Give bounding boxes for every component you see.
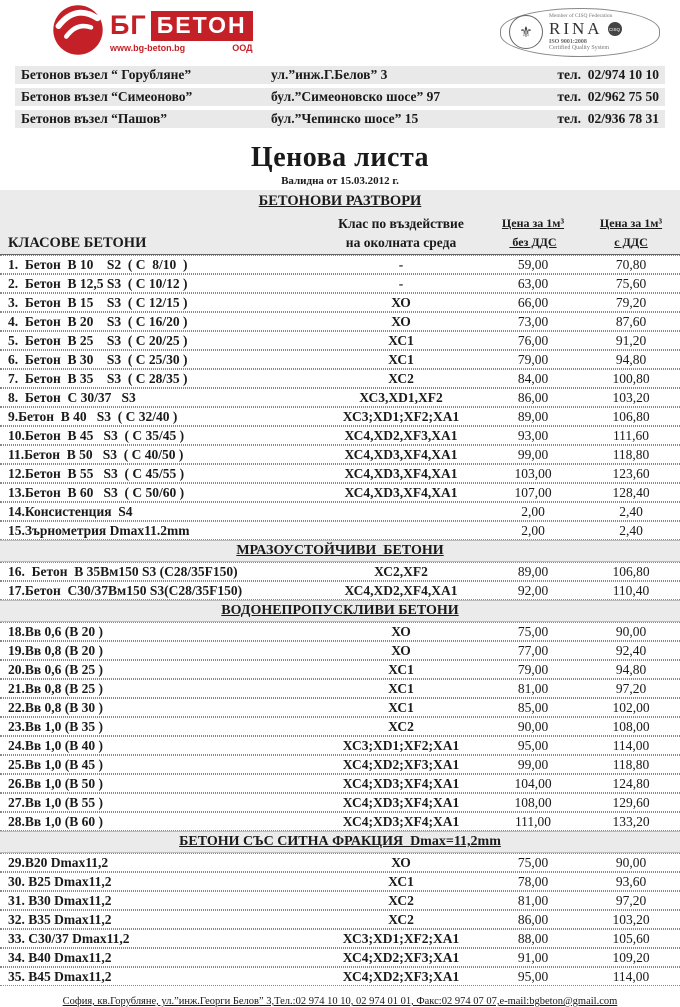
location-address: ул.”инж.Г.Белов” 3	[271, 67, 388, 82]
row-price-vat: 114,00	[612, 968, 650, 984]
row-label: 33. С30/37 Dmax11,2	[8, 930, 130, 946]
row-label: 35. В45 Dmax11,2	[8, 968, 112, 984]
cert-rina-name: RINA	[549, 19, 603, 38]
row-price-vat: 124,80	[612, 775, 650, 791]
row-class: ХО	[391, 294, 411, 310]
row-price-no-vat: 93,00	[517, 427, 549, 443]
row-price-vat: 79,20	[615, 294, 647, 310]
table-column-headers	[0, 214, 680, 254]
row-price-no-vat: 59,00	[517, 256, 549, 272]
section-heading-text: БЕТОНИ СЪС СИТНА ФРАКЦИЯ Dmax=11,2mm	[179, 834, 501, 849]
col-header-price-no-vat-line1: Цена за 1м³	[501, 216, 565, 230]
row-label: 7. Бетон В 35 S3 ( С 28/35 )	[8, 370, 188, 386]
row-class: ХО	[391, 623, 411, 639]
table-row	[0, 660, 680, 679]
table-row	[0, 910, 680, 929]
row-price-vat: 106,80	[612, 408, 650, 424]
row-price-vat: 114,00	[612, 737, 650, 753]
cert-rina-row	[549, 19, 651, 39]
col-header-exposure-line2: на околната среда	[345, 235, 457, 250]
logo-brand-beton: БЕТОН	[151, 11, 253, 41]
row-price-vat: 111,60	[612, 427, 650, 443]
row-class: ХС1	[388, 332, 414, 348]
row-price-no-vat: 79,00	[517, 351, 549, 367]
row-price-vat: 100,80	[612, 370, 650, 386]
table-row	[0, 698, 680, 717]
row-class: ХС4;ХD2;ХF3;ХА1	[342, 968, 460, 984]
row-price-vat: 70,80	[615, 256, 647, 272]
section-heading-band	[0, 540, 680, 562]
section-heading-band	[0, 831, 680, 853]
col-header-exposure-line1: Клас по въздействие	[338, 216, 464, 231]
cert-iso-text: ISO 9001:2008	[549, 39, 587, 45]
row-price-vat: 92,40	[615, 642, 647, 658]
row-label: 26.Вв 1,0 (В 50 )	[8, 775, 104, 791]
row-label: 30. В25 Dmax11,2	[8, 873, 112, 889]
price-table-body	[0, 255, 680, 986]
location-phone: тел. 02/936 78 31	[557, 111, 659, 126]
row-price-no-vat: 99,00	[517, 446, 549, 462]
footer-contact-line: София, кв.Горубляне, ул.”инж.Георги Белов” 3,Тел.:02 974 10 10, 02 974 01 01, Факс:02 974 07 07,e-mail:bgbeton@gmail.com	[62, 996, 618, 1007]
section-heading-band	[0, 600, 680, 622]
row-class: ХС3;ХD1;ХF2;ХА1	[342, 930, 460, 946]
row-price-vat: 97,20	[615, 680, 647, 696]
row-label: 11.Бетон В 50 S3 ( С 40/50 )	[8, 446, 184, 462]
logo-website: www.bg-beton.bg	[110, 43, 186, 53]
location-row	[15, 88, 665, 106]
row-price-vat: 128,40	[612, 484, 650, 500]
col-header-exposure	[318, 214, 484, 252]
col-header-price-vat	[582, 214, 680, 252]
table-row	[0, 622, 680, 641]
certification-text	[549, 13, 651, 51]
table-header-band	[0, 190, 680, 255]
row-price-no-vat: 103,00	[514, 465, 552, 481]
location-address: бул.”Чепинско шосе” 15	[271, 111, 419, 126]
table-row	[0, 521, 680, 540]
row-label: 5. Бетон В 25 S3 ( С 20/25 )	[8, 332, 188, 348]
row-class: ХС2,ХF2	[374, 563, 428, 579]
row-price-vat: 97,20	[615, 892, 647, 908]
row-class: ХС4,ХD2,ХF3,ХА1	[344, 427, 458, 443]
company-logo	[52, 4, 253, 56]
row-price-vat: 91,20	[615, 332, 647, 348]
row-label: 24.Вв 1,0 (В 40 )	[8, 737, 104, 753]
table-row	[0, 774, 680, 793]
row-price-no-vat: 95,00	[517, 737, 549, 753]
table-row	[0, 502, 680, 521]
row-class: ХО	[391, 854, 411, 870]
logo-swirl-icon	[52, 4, 104, 56]
row-price-no-vat: 86,00	[517, 389, 549, 405]
row-class: -	[398, 256, 404, 272]
cert-member-text: Member of CISQ Federation	[549, 13, 613, 19]
table-row	[0, 967, 680, 986]
row-price-vat: 94,80	[615, 351, 647, 367]
valid-from-text: Валидна от 15.03.2012 г.	[281, 175, 399, 187]
location-row	[15, 110, 665, 128]
table-row	[0, 853, 680, 872]
row-price-no-vat: 108,00	[514, 794, 552, 810]
row-label: 10.Бетон В 45 S3 ( С 35/45 )	[8, 427, 185, 443]
row-label: 13.Бетон В 60 S3 ( С 50/60 )	[8, 484, 185, 500]
table-row	[0, 641, 680, 660]
row-label: 2. Бетон В 12,5 S3 ( С 10/12 )	[8, 275, 188, 291]
table-row	[0, 407, 680, 426]
row-label: 4. Бетон В 20 S3 ( С 16/20 )	[8, 313, 188, 329]
row-price-no-vat: 89,00	[517, 563, 549, 579]
row-class: ХС4;ХD2;ХF3;ХА1	[342, 949, 460, 965]
row-class: ХС4,ХD2,ХF4,ХА1	[344, 582, 458, 598]
location-row	[15, 66, 665, 84]
page-title: Ценова листа	[250, 142, 430, 173]
row-label: 12.Бетон В 55 S3 ( С 45/55 )	[8, 465, 185, 481]
row-label: 32. В35 Dmax11,2	[8, 911, 112, 927]
row-price-no-vat: 73,00	[517, 313, 549, 329]
row-price-no-vat: 95,00	[517, 968, 549, 984]
cisq-badge-icon: CISQ	[608, 22, 622, 36]
row-price-vat: 105,60	[612, 930, 650, 946]
row-price-vat: 90,00	[615, 623, 647, 639]
table-row	[0, 793, 680, 812]
row-class: -	[398, 275, 404, 291]
row-class: ХС3;ХD1;ХF2;ХА1	[342, 408, 460, 424]
logo-brand	[110, 10, 253, 41]
row-class: ХС1	[388, 873, 414, 889]
row-class: ХС4;ХD3;ХF4;ХА1	[342, 794, 460, 810]
table-row	[0, 369, 680, 388]
table-row	[0, 350, 680, 369]
row-price-no-vat: 66,00	[517, 294, 549, 310]
row-label: 15.Зърнометрия Dmax11.2mm	[8, 522, 190, 538]
table-row	[0, 426, 680, 445]
row-price-vat: 123,60	[612, 465, 650, 481]
row-label: 34. В40 Dmax11,2	[8, 949, 112, 965]
row-label: 22.Вв 0,8 (В 30 )	[8, 699, 104, 715]
top-bar	[0, 0, 680, 60]
logo-subline	[110, 43, 253, 53]
table-row	[0, 274, 680, 293]
row-label: 1. Бетон В 10 S2 ( С 8/10 )	[8, 256, 188, 272]
logo-company-suffix: ООД	[232, 43, 253, 53]
row-class: ХС2	[388, 370, 414, 386]
row-class: ХС4,ХD3,ХF4,ХА1	[344, 446, 458, 462]
certification-mark	[500, 8, 660, 57]
table-row	[0, 483, 680, 502]
row-price-vat: 103,20	[612, 389, 650, 405]
row-price-no-vat: 2,00	[521, 522, 545, 538]
row-label: 17.Бетон С30/37Вм150 S3(С28/35F150)	[8, 582, 243, 598]
row-price-no-vat: 90,00	[517, 718, 549, 734]
row-price-no-vat: 76,00	[517, 332, 549, 348]
row-price-no-vat: 84,00	[517, 370, 549, 386]
table-row	[0, 717, 680, 736]
row-price-no-vat: 92,00	[517, 582, 549, 598]
row-price-no-vat: 85,00	[517, 699, 549, 715]
table-row	[0, 562, 680, 581]
row-price-no-vat: 81,00	[517, 892, 549, 908]
table-row	[0, 755, 680, 774]
locations-list	[15, 66, 665, 128]
row-label: 31. В30 Dmax11,2	[8, 892, 112, 908]
row-price-vat: 118,80	[612, 446, 650, 462]
row-label: 19.Вв 0,8 (В 20 )	[8, 642, 104, 658]
row-label: 18.Вв 0,6 (В 20 )	[8, 623, 104, 639]
location-name: Бетонов възел “ Горубляне”	[21, 67, 192, 82]
cert-system-text: Certified Quality System	[549, 45, 609, 51]
col-header-price-vat-line1: Цена за 1м³	[599, 216, 663, 230]
row-price-no-vat: 91,00	[517, 949, 549, 965]
row-class: ХС2	[388, 718, 414, 734]
row-price-vat: 110,40	[612, 582, 650, 598]
table-row	[0, 929, 680, 948]
certification-oval	[500, 8, 660, 57]
row-price-no-vat: 86,00	[517, 911, 549, 927]
col-header-price-no-vat-line2: без ДДС	[509, 235, 557, 249]
table-row	[0, 891, 680, 910]
logo-brand-bg: БГ	[110, 10, 147, 40]
row-price-no-vat: 81,00	[517, 680, 549, 696]
row-class: ХС1	[388, 699, 414, 715]
row-label: 28.Вв 1,0 (В 60 )	[8, 813, 104, 829]
row-class: ХС4;ХD3;ХF4;ХА1	[342, 775, 460, 791]
row-price-vat: 109,20	[612, 949, 650, 965]
row-class: ХС3;ХD1;ХF2;ХА1	[342, 737, 460, 753]
col-header-price-vat-line2: с ДДС	[614, 235, 648, 249]
table-row	[0, 812, 680, 831]
row-price-no-vat: 75,00	[517, 854, 549, 870]
table-row	[0, 445, 680, 464]
row-price-no-vat: 104,00	[514, 775, 552, 791]
row-label: 9.Бетон В 40 S3 ( С 32/40 )	[8, 408, 178, 424]
row-price-vat: 102,00	[612, 699, 650, 715]
row-class: ХС2	[388, 911, 414, 927]
title-block	[0, 142, 680, 187]
col-header-classes: КЛАСОВЕ БЕТОНИ	[8, 235, 147, 251]
row-class: ХС1	[388, 351, 414, 367]
table-row	[0, 388, 680, 407]
col-header-price-no-vat	[484, 214, 582, 252]
row-price-vat: 90,00	[615, 854, 647, 870]
location-address: бул.”Симеоновско шосе” 97	[271, 89, 441, 104]
table-row	[0, 581, 680, 600]
row-price-no-vat: 88,00	[517, 930, 549, 946]
row-price-vat: 87,60	[615, 313, 647, 329]
table-row	[0, 255, 680, 274]
row-price-vat: 108,00	[612, 718, 650, 734]
row-price-no-vat: 75,00	[517, 623, 549, 639]
table-row	[0, 872, 680, 891]
row-class: ХС3,ХD1,ХF2	[359, 389, 443, 405]
row-label: 29.В20 Dmax11,2	[8, 854, 109, 870]
row-price-vat: 2,40	[619, 503, 643, 519]
row-class: ХС1	[388, 680, 414, 696]
row-class: ХС4;ХD3;ХF4;ХА1	[342, 813, 460, 829]
row-label: 25.Вв 1,0 (В 45 )	[8, 756, 104, 772]
row-price-no-vat: 107,00	[514, 484, 552, 500]
table-row	[0, 331, 680, 350]
row-label: 20.Вв 0,6 (В 25 )	[8, 661, 104, 677]
row-label: 27.Вв 1,0 (В 55 )	[8, 794, 104, 810]
row-price-vat: 103,20	[612, 911, 650, 927]
row-price-no-vat: 78,00	[517, 873, 549, 889]
row-price-no-vat: 2,00	[521, 503, 545, 519]
row-price-no-vat: 79,00	[517, 661, 549, 677]
row-class: ХС4,ХD3,ХF4,ХА1	[344, 465, 458, 481]
row-price-vat: 106,80	[612, 563, 650, 579]
location-phone: тел. 02/974 10 10	[557, 67, 659, 82]
row-class: ХО	[391, 642, 411, 658]
row-class: ХО	[391, 313, 411, 329]
row-price-no-vat: 89,00	[517, 408, 549, 424]
row-price-vat: 2,40	[619, 522, 643, 538]
logo-text	[110, 4, 253, 53]
row-label: 14.Консистенция S4	[8, 503, 133, 519]
table-row	[0, 679, 680, 698]
row-label: 23.Вв 1,0 (В 35 )	[8, 718, 104, 734]
row-label: 8. Бетон С 30/37 S3	[8, 389, 136, 405]
table-row	[0, 293, 680, 312]
section-heading-text: МРАЗОУСТОЙЧИВИ БЕТОНИ	[236, 543, 444, 558]
row-price-no-vat: 99,00	[517, 756, 549, 772]
table-row	[0, 948, 680, 967]
table-row	[0, 312, 680, 331]
row-class: ХС1	[388, 661, 414, 677]
row-label: 16. Бетон В 35Вм150 S3 (С28/35F150)	[8, 563, 238, 579]
row-price-vat: 118,80	[612, 756, 650, 772]
footer	[0, 996, 680, 1007]
rina-seal-icon: ⚜	[509, 15, 543, 49]
row-label: 3. Бетон В 15 S3 ( С 12/15 )	[8, 294, 188, 310]
row-price-vat: 133,20	[612, 813, 650, 829]
row-class: ХС4;ХD2;ХF3;ХА1	[342, 756, 460, 772]
section-heading-text: ВОДОНЕПРОПУСКЛИВИ БЕТОНИ	[221, 603, 459, 618]
location-name: Бетонов възел “Пашов”	[21, 111, 168, 126]
table-row	[0, 736, 680, 755]
row-price-vat: 129,60	[612, 794, 650, 810]
row-price-no-vat: 63,00	[517, 275, 549, 291]
row-class: ХС2	[388, 892, 414, 908]
row-label: 6. Бетон В 30 S3 ( С 25/30 )	[8, 351, 188, 367]
row-price-vat: 93,60	[615, 873, 647, 889]
table-main-heading: БЕТОНОВИ РАЗТВОРИ	[258, 193, 422, 209]
table-row	[0, 464, 680, 483]
row-label: 21.Вв 0,8 (В 25 )	[8, 680, 104, 696]
location-phone: тел. 02/962 75 50	[557, 89, 659, 104]
row-price-no-vat: 77,00	[517, 642, 549, 658]
location-name: Бетонов възел “Симеоново”	[21, 89, 193, 104]
row-price-vat: 75,60	[615, 275, 647, 291]
row-class: ХС4,ХD3,ХF4,ХА1	[344, 484, 458, 500]
row-price-vat: 94,80	[615, 661, 647, 677]
row-price-no-vat: 111,00	[514, 813, 552, 829]
